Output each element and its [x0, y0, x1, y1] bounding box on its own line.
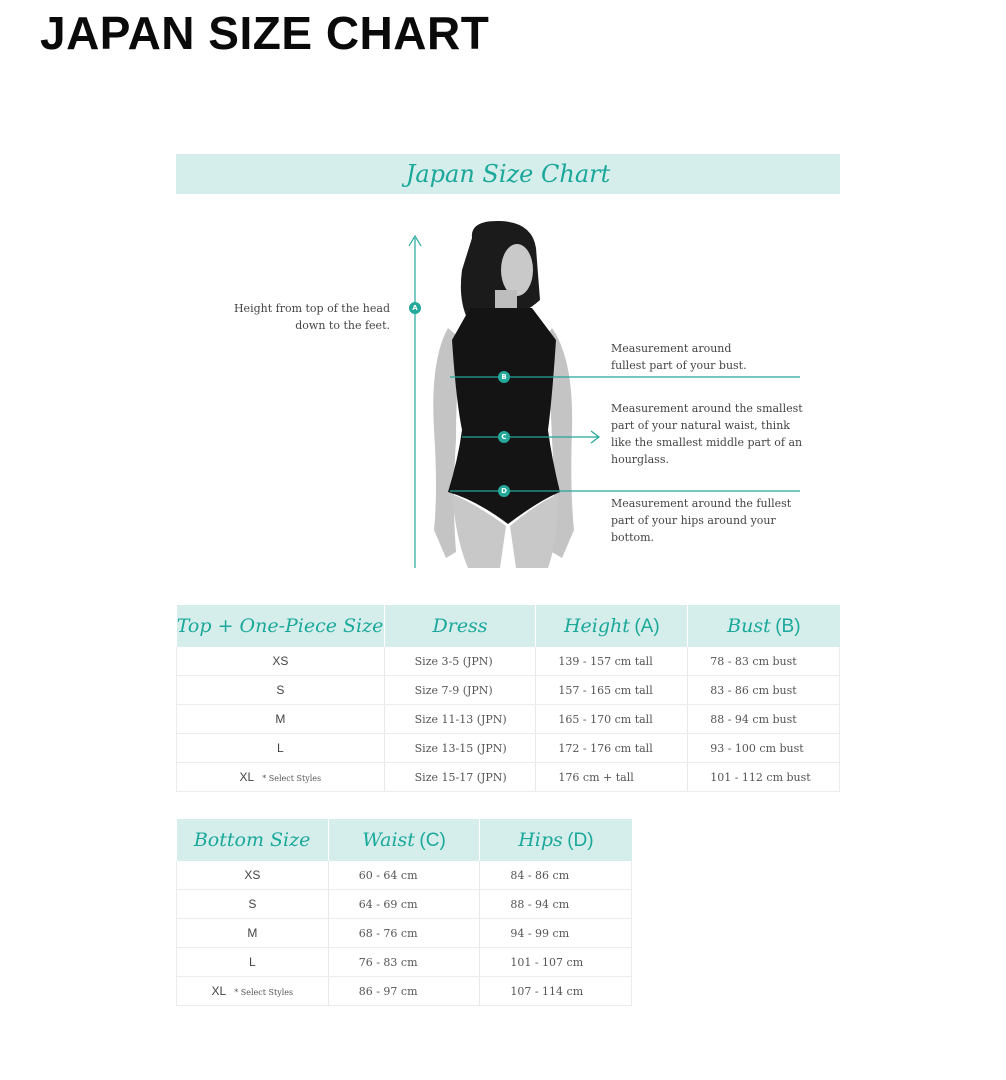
height-cell: 165 - 170 cm tall [536, 705, 688, 734]
size-cell [177, 647, 385, 676]
marker-d: D [498, 485, 510, 497]
page-title: JAPAN SIZE CHART [40, 7, 490, 59]
banner-title: Japan Size Chart [405, 160, 611, 188]
hips-description: Measurement around the fullest part of your hips around your bottom. [611, 497, 792, 544]
size-cell [177, 890, 329, 919]
hips-cell: 101 - 107 cm [480, 948, 632, 977]
table-row [177, 948, 632, 977]
table-row [177, 919, 632, 948]
dress-cell: Size 13-15 (JPN) [384, 734, 536, 763]
marker-a: A [409, 302, 421, 314]
table-row [177, 647, 840, 676]
dress-cell: Size 15-17 (JPN) [384, 763, 536, 792]
hips-cell: 94 - 99 cm [480, 919, 632, 948]
height-cell: 172 - 176 cm tall [536, 734, 688, 763]
marker-c: C [498, 431, 510, 443]
size-label: M [275, 712, 286, 726]
table-row [177, 861, 632, 890]
size-label: L [249, 955, 256, 969]
waist-cell: 60 - 64 cm [328, 861, 480, 890]
table-row [177, 705, 840, 734]
size-cell [177, 861, 329, 890]
bust-cell: 78 - 83 cm bust [688, 647, 840, 676]
waist-description: Measurement around the smallest part of your natural waist, think like the smallest middle part of an hourglass. [611, 402, 803, 466]
dress-cell: Size 11-13 (JPN) [384, 705, 536, 734]
header-height: Height (A) [536, 605, 688, 647]
table-row [177, 763, 840, 792]
header-bust: Bust (B) [688, 605, 840, 647]
waist-cell: 68 - 76 cm [328, 919, 480, 948]
select-styles-note: * Select Styles [262, 774, 322, 783]
waist-cell: 64 - 69 cm [328, 890, 480, 919]
model-silhouette [433, 221, 574, 568]
header-top-size: Top + One-Piece Size [177, 605, 385, 647]
header-bottom-size: Bottom Size [177, 819, 329, 861]
size-label: S [276, 683, 285, 697]
size-label: XL [211, 984, 227, 998]
hips-cell: 107 - 114 cm [480, 977, 632, 1006]
size-label: L [276, 741, 284, 755]
table-row [177, 890, 632, 919]
size-cell [177, 676, 385, 705]
size-label: XL [239, 770, 255, 784]
hips-cell: 84 - 86 cm [480, 861, 632, 890]
dress-cell: Size 7-9 (JPN) [384, 676, 536, 705]
bust-cell: 83 - 86 cm bust [688, 676, 840, 705]
bust-cell: 88 - 94 cm bust [688, 705, 840, 734]
bottom-size-table [176, 819, 632, 1006]
size-chart-banner [176, 154, 840, 194]
table-header-row [177, 819, 632, 861]
bust-cell: 101 - 112 cm bust [688, 763, 840, 792]
size-cell [177, 705, 385, 734]
table-row [177, 977, 632, 1006]
dress-cell: Size 3-5 (JPN) [384, 647, 536, 676]
top-size-table [176, 605, 840, 792]
size-cell [177, 763, 385, 792]
select-styles-note: * Select Styles [234, 988, 294, 997]
header-waist: Waist (C) [328, 819, 480, 861]
size-cell [177, 948, 329, 977]
bust-description: Measurement around fullest part of your bust. [611, 342, 747, 372]
header-dress: Dress [384, 605, 536, 647]
header-hips: Hips (D) [480, 819, 632, 861]
model-illustration [0, 200, 1006, 580]
size-label: S [248, 897, 257, 911]
size-label: XS [272, 654, 289, 668]
table-row [177, 734, 840, 763]
size-cell [177, 919, 329, 948]
waist-cell: 76 - 83 cm [328, 948, 480, 977]
measurement-figure [0, 200, 1006, 580]
table-row [177, 676, 840, 705]
waist-cell: 86 - 97 cm [328, 977, 480, 1006]
table-header-row [177, 605, 840, 647]
size-cell [177, 977, 329, 1006]
bust-cell: 93 - 100 cm bust [688, 734, 840, 763]
size-label: XS [244, 868, 261, 882]
height-cell: 139 - 157 cm tall [536, 647, 688, 676]
marker-b: B [498, 371, 510, 383]
height-cell: 176 cm + tall [536, 763, 688, 792]
hips-cell: 88 - 94 cm [480, 890, 632, 919]
size-label: M [247, 926, 258, 940]
size-cell [177, 734, 385, 763]
height-cell: 157 - 165 cm tall [536, 676, 688, 705]
height-description: Height from top of the head down to the feet. [233, 302, 390, 332]
